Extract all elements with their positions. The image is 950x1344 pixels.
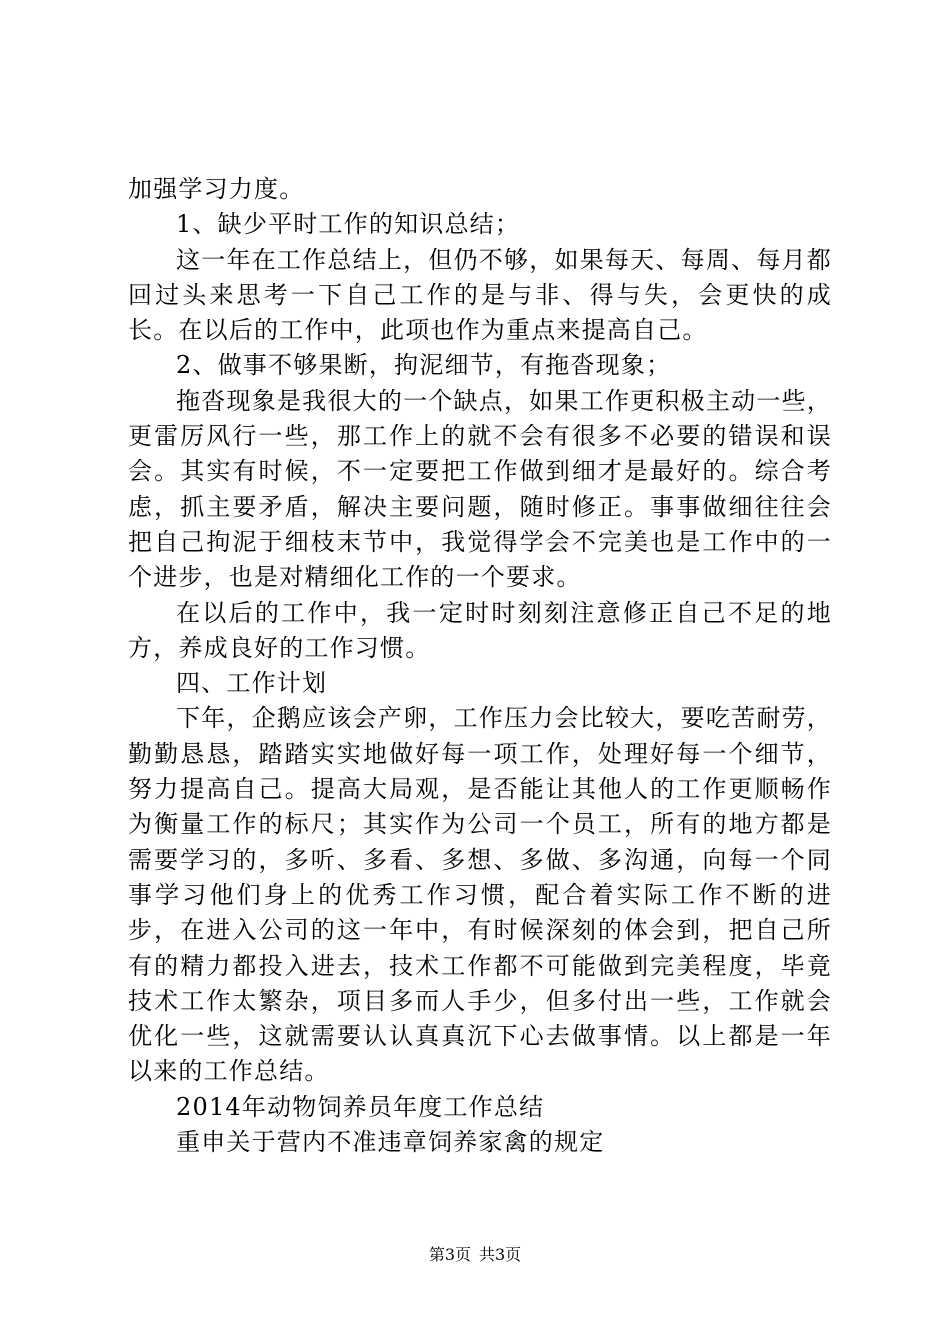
page-number: 第3页 (428, 1245, 471, 1264)
paragraph: 在以后的工作中，我一定时时刻刻注意修正自己不足的地方，养成良好的工作习惯。 (128, 598, 832, 662)
paragraph: 这一年在工作总结上，但仍不够，如果每天、每周、每月都回过头来思考一下自己工作的是与非、得与失，会更快的成长。在以后的工作中，此项也作为重点来提高自己。 (128, 245, 832, 345)
section-heading: 四、工作计划 (176, 669, 328, 698)
page-footer (0, 1245, 950, 1265)
document-body (128, 172, 832, 1160)
list-item-heading: 2、做事不够果断，拘泥细节，有拖沓现象； (176, 351, 672, 380)
related-title: 2014年动物饲养员年度工作总结 (176, 1092, 545, 1121)
paragraph: 下年，企鹅应该会产卵，工作压力会比较大，要吃苦耐劳，勤勤恳恳，踏踏实实地做好每一项工作，处理好每一个细节，努力提高自己。提高大局观，是否能让其他人的工作更顺畅作为衡量工作的标尺；其实作为公司一个员工，所有的地方都是需要学习的，多听、多看、多想、多做、多沟通，向每一个同事学习他们身上的优秀工作习惯，配合着实际工作不断的进步，在进入公司的这一年中，有时候深刻的体会到，把自己所有的精力都投入进去，技术工作都不可能做到完美程度，毕竟技术工作太繁杂，项目多而人手少，但多付出一些，工作就会优化一些，这就需要认认真真沉下心去做事情。以上都是一年以来的工作总结。 (128, 704, 832, 1086)
list-item-heading: 1、缺少平时工作的知识总结； (176, 210, 521, 239)
paragraph: 拖沓现象是我很大的一个缺点，如果工作更积极主动一些，更雷厉风行一些，那工作上的就不会有很多不必要的错误和误会。其实有时候，不一定要把工作做到细才是最好的。综合考虑，抓主要矛盾，解决主要问题，随时修正。事事做细往往会把自己拘泥于细枝末节中，我觉得学会不完美也是工作中的一个进步，也是对精细化工作的一个要求。 (128, 386, 832, 592)
related-title: 重申关于营内不准违章饲养家禽的规定 (176, 1128, 605, 1157)
page-total: 共3页 (479, 1245, 522, 1264)
paragraph: 加强学习力度。 (128, 175, 305, 203)
